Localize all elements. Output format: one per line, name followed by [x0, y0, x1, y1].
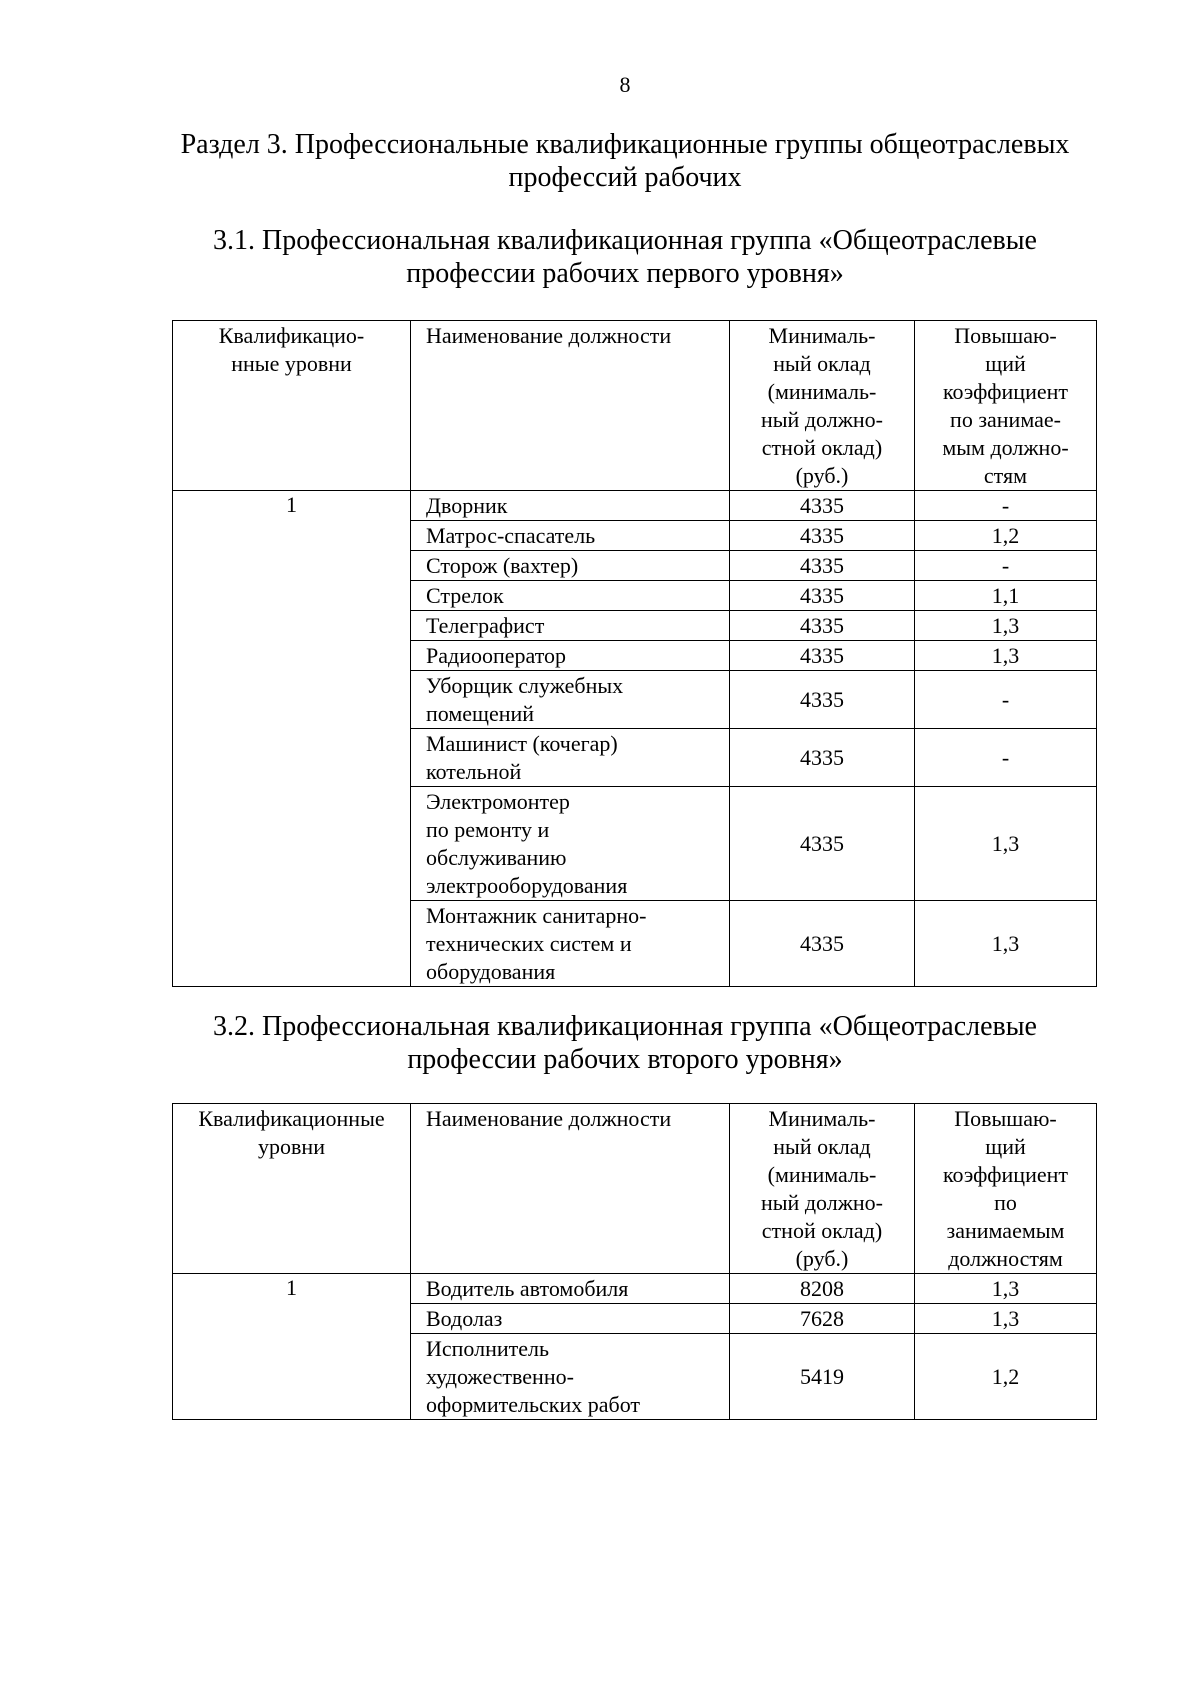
coefficient-cell: -: [915, 729, 1097, 787]
table-header-row: [173, 321, 1097, 491]
salary-cell: 7628: [730, 1304, 915, 1334]
position-name-cell: Электромонтер по ремонту и обслуживанию электрооборудования: [411, 787, 730, 901]
coefficient-cell: 1,3: [915, 787, 1097, 901]
salary-cell: 4335: [730, 641, 915, 671]
position-name-cell: Исполнитель художественно- оформительских работ: [411, 1334, 730, 1420]
level-cell: 1: [173, 491, 411, 987]
position-name-cell: Водитель автомобиля: [411, 1274, 730, 1304]
group-2-table: [172, 1103, 1097, 1420]
column-header-name: Наименование должности: [411, 321, 730, 491]
coefficient-cell: 1,3: [915, 611, 1097, 641]
salary-cell: 4335: [730, 551, 915, 581]
coefficient-cell: -: [915, 551, 1097, 581]
column-header-level: Квалификационные уровни: [173, 1104, 411, 1274]
group-2-heading: [172, 1010, 1078, 1076]
position-name-cell: Дворник: [411, 491, 730, 521]
salary-cell: 4335: [730, 611, 915, 641]
group-1-table: [172, 320, 1097, 987]
position-name-cell: Радиооператор: [411, 641, 730, 671]
coefficient-cell: 1,2: [915, 521, 1097, 551]
column-header-salary: Минималь- ный оклад (минималь- ный должно- стной оклад) (руб.): [730, 321, 915, 491]
page-number: 8: [619, 72, 631, 97]
level-cell: 1: [173, 1274, 411, 1420]
section-heading: [172, 128, 1078, 194]
salary-cell: 4335: [730, 581, 915, 611]
salary-cell: 8208: [730, 1274, 915, 1304]
column-header-salary: Минималь- ный оклад (минималь- ный должно- стной оклад) (руб.): [730, 1104, 915, 1274]
salary-cell: 4335: [730, 729, 915, 787]
position-name-cell: Сторож (вахтер): [411, 551, 730, 581]
table-row: [173, 1274, 1097, 1304]
table-header-row: [173, 1104, 1097, 1274]
coefficient-cell: -: [915, 491, 1097, 521]
position-name-cell: Уборщик служебных помещений: [411, 671, 730, 729]
column-header-name: Наименование должности: [411, 1104, 730, 1274]
position-name-cell: Телеграфист: [411, 611, 730, 641]
group-2-heading-line-2: профессии рабочих второго уровня»: [407, 1044, 843, 1075]
salary-cell: 5419: [730, 1334, 915, 1420]
salary-cell: 4335: [730, 787, 915, 901]
group-1-heading-line-2: профессии рабочих первого уровня»: [406, 258, 844, 289]
column-header-coef: Повышаю- щий коэффициент по занимае- мым должно- стям: [915, 321, 1097, 491]
position-name-cell: Машинист (кочегар) котельной: [411, 729, 730, 787]
group-1-heading-line-1: 3.1. Профессиональная квалификационная группа «Общеотраслевые: [213, 225, 1037, 256]
section-heading-line-1: Раздел 3. Профессиональные квалификационные группы общеотраслевых: [180, 129, 1070, 160]
position-name-cell: Водолаз: [411, 1304, 730, 1334]
table-row: [173, 491, 1097, 521]
coefficient-cell: 1,3: [915, 1304, 1097, 1334]
coefficient-cell: 1,3: [915, 1274, 1097, 1304]
column-header-coef: Повышаю- щий коэффициент по занимаемым должностям: [915, 1104, 1097, 1274]
coefficient-cell: 1,3: [915, 641, 1097, 671]
coefficient-cell: 1,1: [915, 581, 1097, 611]
salary-cell: 4335: [730, 521, 915, 551]
group-2-heading-line-1: 3.2. Профессиональная квалификационная группа «Общеотраслевые: [213, 1011, 1037, 1042]
coefficient-cell: 1,3: [915, 901, 1097, 987]
salary-cell: 4335: [730, 901, 915, 987]
position-name-cell: Монтажник санитарно- технических систем и оборудования: [411, 901, 730, 987]
coefficient-cell: 1,2: [915, 1334, 1097, 1420]
group-1-heading: [172, 224, 1078, 290]
salary-cell: 4335: [730, 671, 915, 729]
section-heading-line-2: профессий рабочих: [508, 162, 742, 193]
position-name-cell: Матрос-спасатель: [411, 521, 730, 551]
position-name-cell: Стрелок: [411, 581, 730, 611]
salary-cell: 4335: [730, 491, 915, 521]
column-header-level: Квалификацио- нные уровни: [173, 321, 411, 491]
coefficient-cell: -: [915, 671, 1097, 729]
